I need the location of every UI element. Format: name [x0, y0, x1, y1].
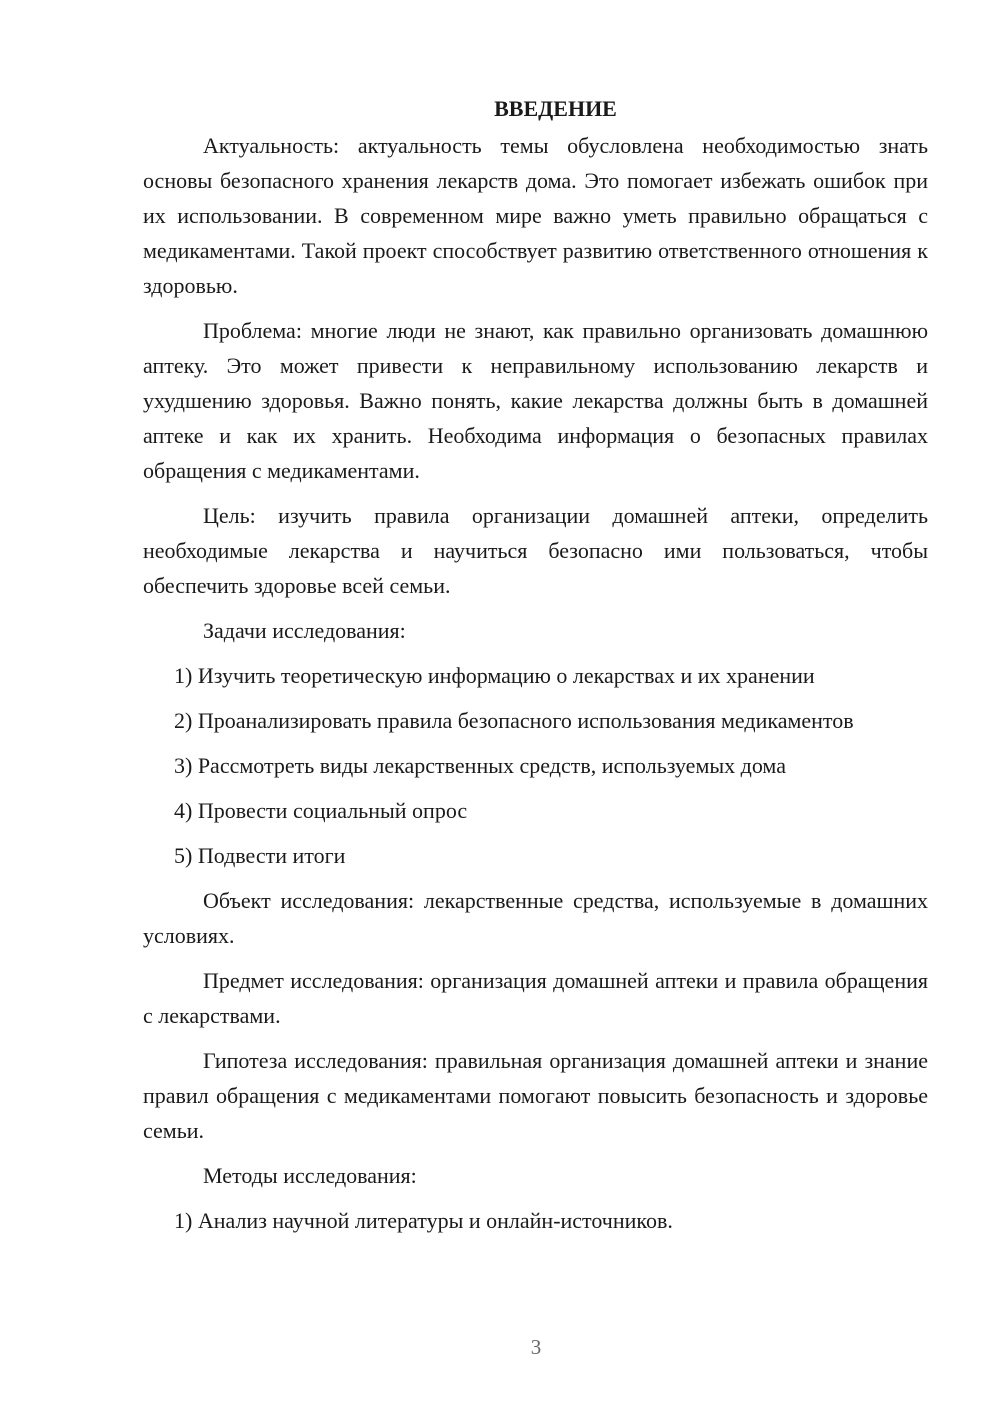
relevance-paragraph: Актуальность: актуальность темы обусловлена необходимостью знать основы безопасного хранения лекарств дома. Это помогает избежать ошибок при их использовании. В современном мире важно уметь правильно обращаться с медикаментами. Такой проект способствует развитию ответственного отношения к здоровью.: [143, 133, 928, 298]
task-item: 3) Рассмотреть виды лекарственных средств, используемых дома: [174, 753, 786, 778]
task-item: 1) Изучить теоретическую информацию о лекарствах и их хранении: [174, 663, 815, 688]
problem-paragraph: Проблема: многие люди не знают, как правильно организовать домашнюю аптеку. Это может привести к неправильному использованию лекарств и ухудшению здоровья. Важно понять, какие лекарства должны быть в домашней аптеке и как их хранить. Необходима информация о безопасных правилах обращения с медикаментами.: [143, 318, 928, 483]
subject-paragraph: Предмет исследования: организация домашней аптеки и правила обращения с лекарствами.: [143, 968, 928, 1028]
tasks-heading: Задачи исследования:: [203, 618, 406, 643]
goal-paragraph: Цель: изучить правила организации домашней аптеки, определить необходимые лекарства и научиться безопасно ими пользоваться, чтобы обеспечить здоровье всей семьи.: [143, 503, 928, 598]
methods-heading: Методы исследования:: [203, 1163, 417, 1188]
task-item: 4) Провести социальный опрос: [174, 798, 468, 823]
page-number: 3: [530, 1335, 542, 1359]
hypothesis-paragraph: Гипотеза исследования: правильная организация домашней аптеки и знание правил обращения с медикаментами помогают повысить безопасность и здоровье семьи.: [143, 1048, 928, 1143]
task-item: 5) Подвести итоги: [174, 843, 346, 868]
object-paragraph: Объект исследования: лекарственные средства, используемые в домашних условиях.: [143, 888, 928, 948]
section-heading: ВВЕДЕНИЕ: [494, 96, 617, 121]
task-item: 2) Проанализировать правила безопасного использования медикаментов: [174, 708, 854, 733]
method-item: 1) Анализ научной литературы и онлайн-источников.: [174, 1208, 673, 1233]
